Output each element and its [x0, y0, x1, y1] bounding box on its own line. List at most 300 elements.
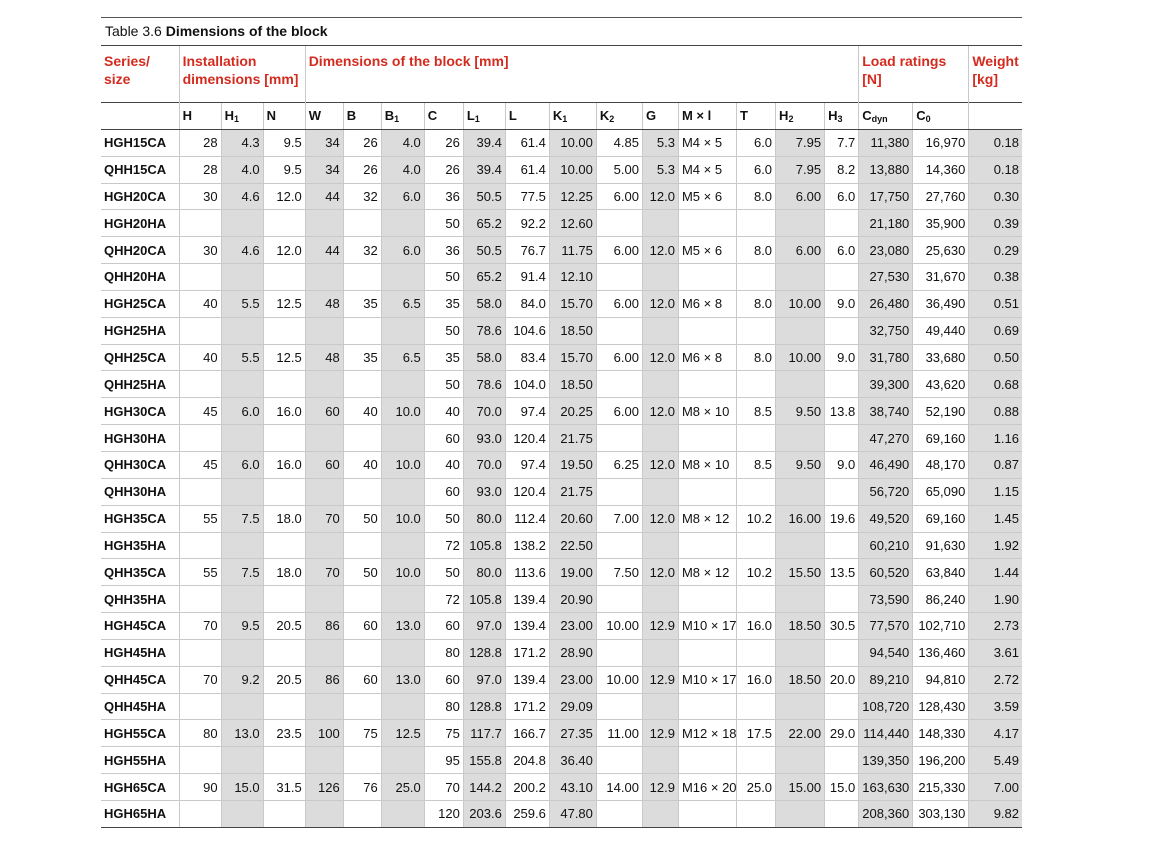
table-cell	[776, 371, 825, 398]
table-cell: 139.4	[505, 613, 549, 640]
dimensions-table-panel	[101, 17, 1022, 828]
table-cell	[642, 425, 678, 452]
table-cell	[263, 800, 305, 827]
table-cell: 50	[424, 371, 463, 398]
table-cell: 10.0	[381, 559, 424, 586]
table-cell: 4.0	[221, 156, 263, 183]
table-cell: 6.5	[381, 290, 424, 317]
table-cell: 155.8	[463, 747, 505, 774]
table-cell: 5.3	[642, 129, 678, 156]
table-cell: 114,440	[859, 720, 913, 747]
table-cell	[596, 586, 642, 613]
table-cell: 40	[424, 451, 463, 478]
table-cell: 6.00	[596, 344, 642, 371]
table-cell: 36.40	[549, 747, 596, 774]
series-size-cell: QHH35CA	[101, 559, 179, 586]
table-row	[101, 210, 1022, 237]
table-cell: 120.4	[505, 478, 549, 505]
table-cell: 50	[424, 505, 463, 532]
table-cell: 15.00	[776, 774, 825, 801]
table-cell: 1.90	[969, 586, 1022, 613]
table-cell: 27,530	[859, 264, 913, 291]
table-cell: 9.5	[263, 129, 305, 156]
table-cell: 39.4	[463, 156, 505, 183]
table-cell: 9.50	[776, 398, 825, 425]
table-cell: 14,360	[913, 156, 969, 183]
table-cell: 86	[305, 613, 343, 640]
table-cell: 86	[305, 666, 343, 693]
table-cell	[596, 371, 642, 398]
table-cell	[381, 478, 424, 505]
table-cell	[737, 532, 776, 559]
table-cell	[263, 317, 305, 344]
table-cell: 128.8	[463, 693, 505, 720]
table-cell	[343, 478, 381, 505]
table-cell: 19.50	[549, 451, 596, 478]
column-header	[596, 103, 642, 130]
column-header	[737, 103, 776, 130]
table-cell: 171.2	[505, 693, 549, 720]
column-header	[463, 103, 505, 130]
table-cell: 21.75	[549, 478, 596, 505]
table-cell: 46,490	[859, 451, 913, 478]
series-size-cell: HGH55CA	[101, 720, 179, 747]
table-cell: 23.00	[549, 666, 596, 693]
table-cell: 60	[343, 666, 381, 693]
table-cell: 32,750	[859, 317, 913, 344]
table-cell: 6.0	[221, 398, 263, 425]
table-cell	[179, 532, 221, 559]
table-cell	[825, 317, 859, 344]
table-cell: 0.69	[969, 317, 1022, 344]
table-cell: 78.6	[463, 317, 505, 344]
column-header-label: L	[466, 107, 475, 123]
table-cell: 40	[179, 290, 221, 317]
table-cell: 31,780	[859, 344, 913, 371]
table-cell	[381, 317, 424, 344]
table-cell	[381, 693, 424, 720]
table-cell: 2.73	[969, 613, 1022, 640]
table-cell: 21.75	[549, 425, 596, 452]
column-header	[343, 103, 381, 130]
series-size-cell: HGH45CA	[101, 613, 179, 640]
table-cell: 50	[343, 505, 381, 532]
table-cell: 31,670	[913, 264, 969, 291]
table-cell: 1.16	[969, 425, 1022, 452]
table-cell	[825, 532, 859, 559]
column-header	[969, 103, 1022, 130]
table-cell	[221, 532, 263, 559]
column-header	[859, 103, 913, 130]
table-cell: 26	[424, 129, 463, 156]
table-cell: 12.60	[549, 210, 596, 237]
table-row	[101, 532, 1022, 559]
table-cell: 9.50	[776, 451, 825, 478]
table-cell: 36,490	[913, 290, 969, 317]
weight-header: Weight [kg]	[969, 46, 1022, 103]
table-cell	[776, 800, 825, 827]
table-cell: 4.85	[596, 129, 642, 156]
table-cell: 6.0	[825, 237, 859, 264]
table-cell	[776, 478, 825, 505]
table-cell: 29.0	[825, 720, 859, 747]
table-cell: 18.50	[549, 317, 596, 344]
table-cell: 65,090	[913, 478, 969, 505]
column-header-label: C	[916, 107, 926, 123]
table-cell: M8 × 10	[678, 398, 736, 425]
table-cell	[678, 747, 736, 774]
table-cell: 12.0	[642, 344, 678, 371]
table-caption-label: Table 3.6	[105, 23, 166, 39]
table-cell	[343, 693, 381, 720]
table-cell: 0.18	[969, 129, 1022, 156]
table-cell: 12.9	[642, 720, 678, 747]
table-cell	[596, 532, 642, 559]
table-cell: 215,330	[913, 774, 969, 801]
table-cell: 28	[179, 129, 221, 156]
table-cell: 3.59	[969, 693, 1022, 720]
table-cell: 8.0	[737, 344, 776, 371]
table-cell: 60	[424, 666, 463, 693]
table-cell: 0.68	[969, 371, 1022, 398]
table-cell: 69,160	[913, 425, 969, 452]
table-cell: 49,520	[859, 505, 913, 532]
series-size-header: Series/ size	[101, 46, 179, 103]
table-row	[101, 237, 1022, 264]
table-cell: 10.00	[776, 290, 825, 317]
table-cell	[825, 210, 859, 237]
table-cell: 12.0	[642, 183, 678, 210]
table-cell	[776, 639, 825, 666]
table-cell	[737, 317, 776, 344]
table-cell: 16.0	[263, 451, 305, 478]
column-header-label: B	[384, 107, 395, 123]
table-cell: 128.8	[463, 639, 505, 666]
table-cell	[305, 371, 343, 398]
table-cell	[678, 693, 736, 720]
table-cell: 16.0	[737, 613, 776, 640]
table-cell: 0.87	[969, 451, 1022, 478]
column-header-label: N	[266, 108, 277, 124]
column-header	[913, 103, 969, 130]
column-header-label: K	[599, 107, 610, 123]
table-cell	[678, 264, 736, 291]
table-cell: 7.7	[825, 129, 859, 156]
column-header-subscript: 2	[788, 113, 794, 124]
table-cell: 144.2	[463, 774, 505, 801]
table-cell: 12.0	[642, 451, 678, 478]
table-cell: 20.90	[549, 586, 596, 613]
table-cell: 27,760	[913, 183, 969, 210]
table-cell: 148,330	[913, 720, 969, 747]
table-cell: 4.17	[969, 720, 1022, 747]
table-cell	[825, 693, 859, 720]
table-cell: 95	[424, 747, 463, 774]
table-cell	[263, 210, 305, 237]
table-cell: 12.9	[642, 774, 678, 801]
table-cell: 7.00	[969, 774, 1022, 801]
table-cell: 120.4	[505, 425, 549, 452]
table-cell: 15.0	[221, 774, 263, 801]
table-row	[101, 129, 1022, 156]
table-row	[101, 264, 1022, 291]
table-cell: 113.6	[505, 559, 549, 586]
series-size-cell: QHH20HA	[101, 264, 179, 291]
table-cell	[642, 317, 678, 344]
table-cell: 0.88	[969, 398, 1022, 425]
table-cell: 120	[424, 800, 463, 827]
series-size-cell: HGH20CA	[101, 183, 179, 210]
table-cell: 6.0	[381, 183, 424, 210]
table-cell	[343, 532, 381, 559]
table-cell	[179, 371, 221, 398]
table-cell: M8 × 10	[678, 451, 736, 478]
table-cell	[737, 371, 776, 398]
table-cell	[381, 210, 424, 237]
table-cell: 48	[305, 344, 343, 371]
table-cell: 43.10	[549, 774, 596, 801]
table-cell	[642, 800, 678, 827]
table-cell: 12.9	[642, 666, 678, 693]
column-header-subscript: 1	[233, 113, 239, 124]
table-cell	[642, 264, 678, 291]
table-cell: 83.4	[505, 344, 549, 371]
table-row	[101, 183, 1022, 210]
table-cell: 13.0	[381, 666, 424, 693]
table-cell	[825, 478, 859, 505]
table-cell: 40	[179, 344, 221, 371]
table-cell: 35,900	[913, 210, 969, 237]
table-cell	[381, 639, 424, 666]
table-cell	[305, 210, 343, 237]
table-cell	[737, 586, 776, 613]
table-cell: 7.95	[776, 129, 825, 156]
table-cell: 105.8	[463, 532, 505, 559]
column-header-label: H	[828, 107, 838, 123]
table-cell: 35	[424, 290, 463, 317]
table-cell: 15.50	[776, 559, 825, 586]
table-cell: 9.0	[825, 451, 859, 478]
table-cell	[678, 532, 736, 559]
table-cell: 10.00	[549, 156, 596, 183]
table-cell	[343, 747, 381, 774]
table-cell: 60	[305, 451, 343, 478]
table-cell: 32	[343, 183, 381, 210]
table-cell: 6.00	[776, 183, 825, 210]
table-cell	[737, 425, 776, 452]
series-size-cell: QHH30CA	[101, 451, 179, 478]
table-cell: 56,720	[859, 478, 913, 505]
table-cell: 77,570	[859, 613, 913, 640]
table-cell: 19.00	[549, 559, 596, 586]
table-cell: 0.50	[969, 344, 1022, 371]
table-cell: 163,630	[859, 774, 913, 801]
table-cell	[678, 800, 736, 827]
table-cell	[825, 425, 859, 452]
table-cell	[642, 478, 678, 505]
table-row	[101, 747, 1022, 774]
table-cell	[343, 371, 381, 398]
table-cell	[825, 747, 859, 774]
table-cell: 4.6	[221, 237, 263, 264]
table-cell: 60	[343, 613, 381, 640]
table-cell: 60	[424, 613, 463, 640]
table-cell: 12.0	[263, 237, 305, 264]
table-cell: 8.0	[737, 237, 776, 264]
table-cell	[596, 747, 642, 774]
table-cell: 45	[179, 451, 221, 478]
table-cell: 6.00	[596, 290, 642, 317]
table-cell: 26,480	[859, 290, 913, 317]
table-cell: 7.95	[776, 156, 825, 183]
table-cell: 35	[343, 344, 381, 371]
table-cell: 22.00	[776, 720, 825, 747]
table-cell	[642, 747, 678, 774]
table-cell: 34	[305, 156, 343, 183]
table-cell: 13.0	[381, 613, 424, 640]
column-header	[825, 103, 859, 130]
table-cell	[642, 639, 678, 666]
table-cell: 21,180	[859, 210, 913, 237]
table-cell: 80	[424, 639, 463, 666]
table-cell	[179, 210, 221, 237]
table-cell: M4 × 5	[678, 156, 736, 183]
column-header	[549, 103, 596, 130]
table-cell: 91.4	[505, 264, 549, 291]
table-cell: 26	[424, 156, 463, 183]
table-cell	[221, 478, 263, 505]
column-header	[263, 103, 305, 130]
table-cell: 10.0	[381, 398, 424, 425]
table-cell: 171.2	[505, 639, 549, 666]
column-header-label: M × l	[681, 108, 712, 124]
table-cell: 0.51	[969, 290, 1022, 317]
table-cell: M8 × 12	[678, 505, 736, 532]
table-cell: 5.5	[221, 290, 263, 317]
table-cell	[381, 747, 424, 774]
table-cell: 78.6	[463, 371, 505, 398]
table-cell: 50	[343, 559, 381, 586]
table-cell	[776, 317, 825, 344]
table-cell: 15.70	[549, 344, 596, 371]
table-cell: 61.4	[505, 156, 549, 183]
table-row	[101, 290, 1022, 317]
table-cell	[221, 210, 263, 237]
table-cell	[179, 800, 221, 827]
table-cell: 60,210	[859, 532, 913, 559]
series-size-cell: HGH45HA	[101, 639, 179, 666]
table-cell	[179, 264, 221, 291]
table-cell: 18.50	[776, 613, 825, 640]
table-cell: 65.2	[463, 264, 505, 291]
table-cell: 48	[305, 290, 343, 317]
table-cell: 23.00	[549, 613, 596, 640]
table-cell: 7.00	[596, 505, 642, 532]
table-cell	[825, 371, 859, 398]
table-cell: 18.0	[263, 559, 305, 586]
table-cell: 12.5	[263, 344, 305, 371]
series-size-cell: HGH15CA	[101, 129, 179, 156]
column-header-label: K	[552, 107, 563, 123]
table-cell	[179, 317, 221, 344]
table-cell: 259.6	[505, 800, 549, 827]
table-cell: M8 × 12	[678, 559, 736, 586]
table-cell	[776, 532, 825, 559]
series-size-cell: HGH65CA	[101, 774, 179, 801]
table-cell: 58.0	[463, 290, 505, 317]
table-cell: M6 × 8	[678, 344, 736, 371]
table-cell: 1.44	[969, 559, 1022, 586]
table-cell: 40	[343, 451, 381, 478]
table-cell	[221, 586, 263, 613]
table-cell: 60	[424, 478, 463, 505]
table-cell: 12.0	[263, 183, 305, 210]
table-cell	[678, 371, 736, 398]
table-cell: 39.4	[463, 129, 505, 156]
table-cell: 70	[424, 774, 463, 801]
series-size-cell: QHH45CA	[101, 666, 179, 693]
table-cell: 8.0	[737, 290, 776, 317]
table-cell: 93.0	[463, 478, 505, 505]
table-row	[101, 800, 1022, 827]
table-cell: 50	[424, 264, 463, 291]
block-dimensions-header: Dimensions of the block [mm]	[305, 46, 859, 103]
table-cell: 43,620	[913, 371, 969, 398]
table-cell	[305, 586, 343, 613]
table-cell: 0.39	[969, 210, 1022, 237]
table-cell: 20.5	[263, 613, 305, 640]
column-header	[678, 103, 736, 130]
table-cell	[305, 425, 343, 452]
table-cell	[776, 425, 825, 452]
table-cell: 104.6	[505, 317, 549, 344]
table-cell: 84.0	[505, 290, 549, 317]
table-cell: 44	[305, 237, 343, 264]
table-row	[101, 478, 1022, 505]
column-header-label: L	[508, 108, 517, 124]
table-cell: 35	[343, 290, 381, 317]
table-cell: 97.0	[463, 613, 505, 640]
column-header-subscript: 1	[474, 113, 480, 124]
table-cell: 12.0	[642, 505, 678, 532]
table-cell: 80	[424, 693, 463, 720]
table-cell	[596, 800, 642, 827]
table-cell: 10.0	[381, 451, 424, 478]
table-cell	[678, 317, 736, 344]
table-cell	[263, 371, 305, 398]
table-cell: M10 × 17	[678, 666, 736, 693]
table-cell	[343, 264, 381, 291]
table-cell: M10 × 17	[678, 613, 736, 640]
table-cell: 22.50	[549, 532, 596, 559]
table-cell: 128,430	[913, 693, 969, 720]
table-cell: 0.30	[969, 183, 1022, 210]
table-cell	[381, 371, 424, 398]
table-cell: 0.29	[969, 237, 1022, 264]
table-cell: 18.50	[549, 371, 596, 398]
table-cell: 75	[424, 720, 463, 747]
table-cell	[343, 800, 381, 827]
table-cell	[343, 210, 381, 237]
table-cell	[596, 210, 642, 237]
series-size-cell: HGH35CA	[101, 505, 179, 532]
table-cell: 17.5	[737, 720, 776, 747]
table-cell	[776, 264, 825, 291]
table-cell	[305, 747, 343, 774]
table-cell: 45	[179, 398, 221, 425]
table-cell	[678, 586, 736, 613]
table-cell	[221, 264, 263, 291]
